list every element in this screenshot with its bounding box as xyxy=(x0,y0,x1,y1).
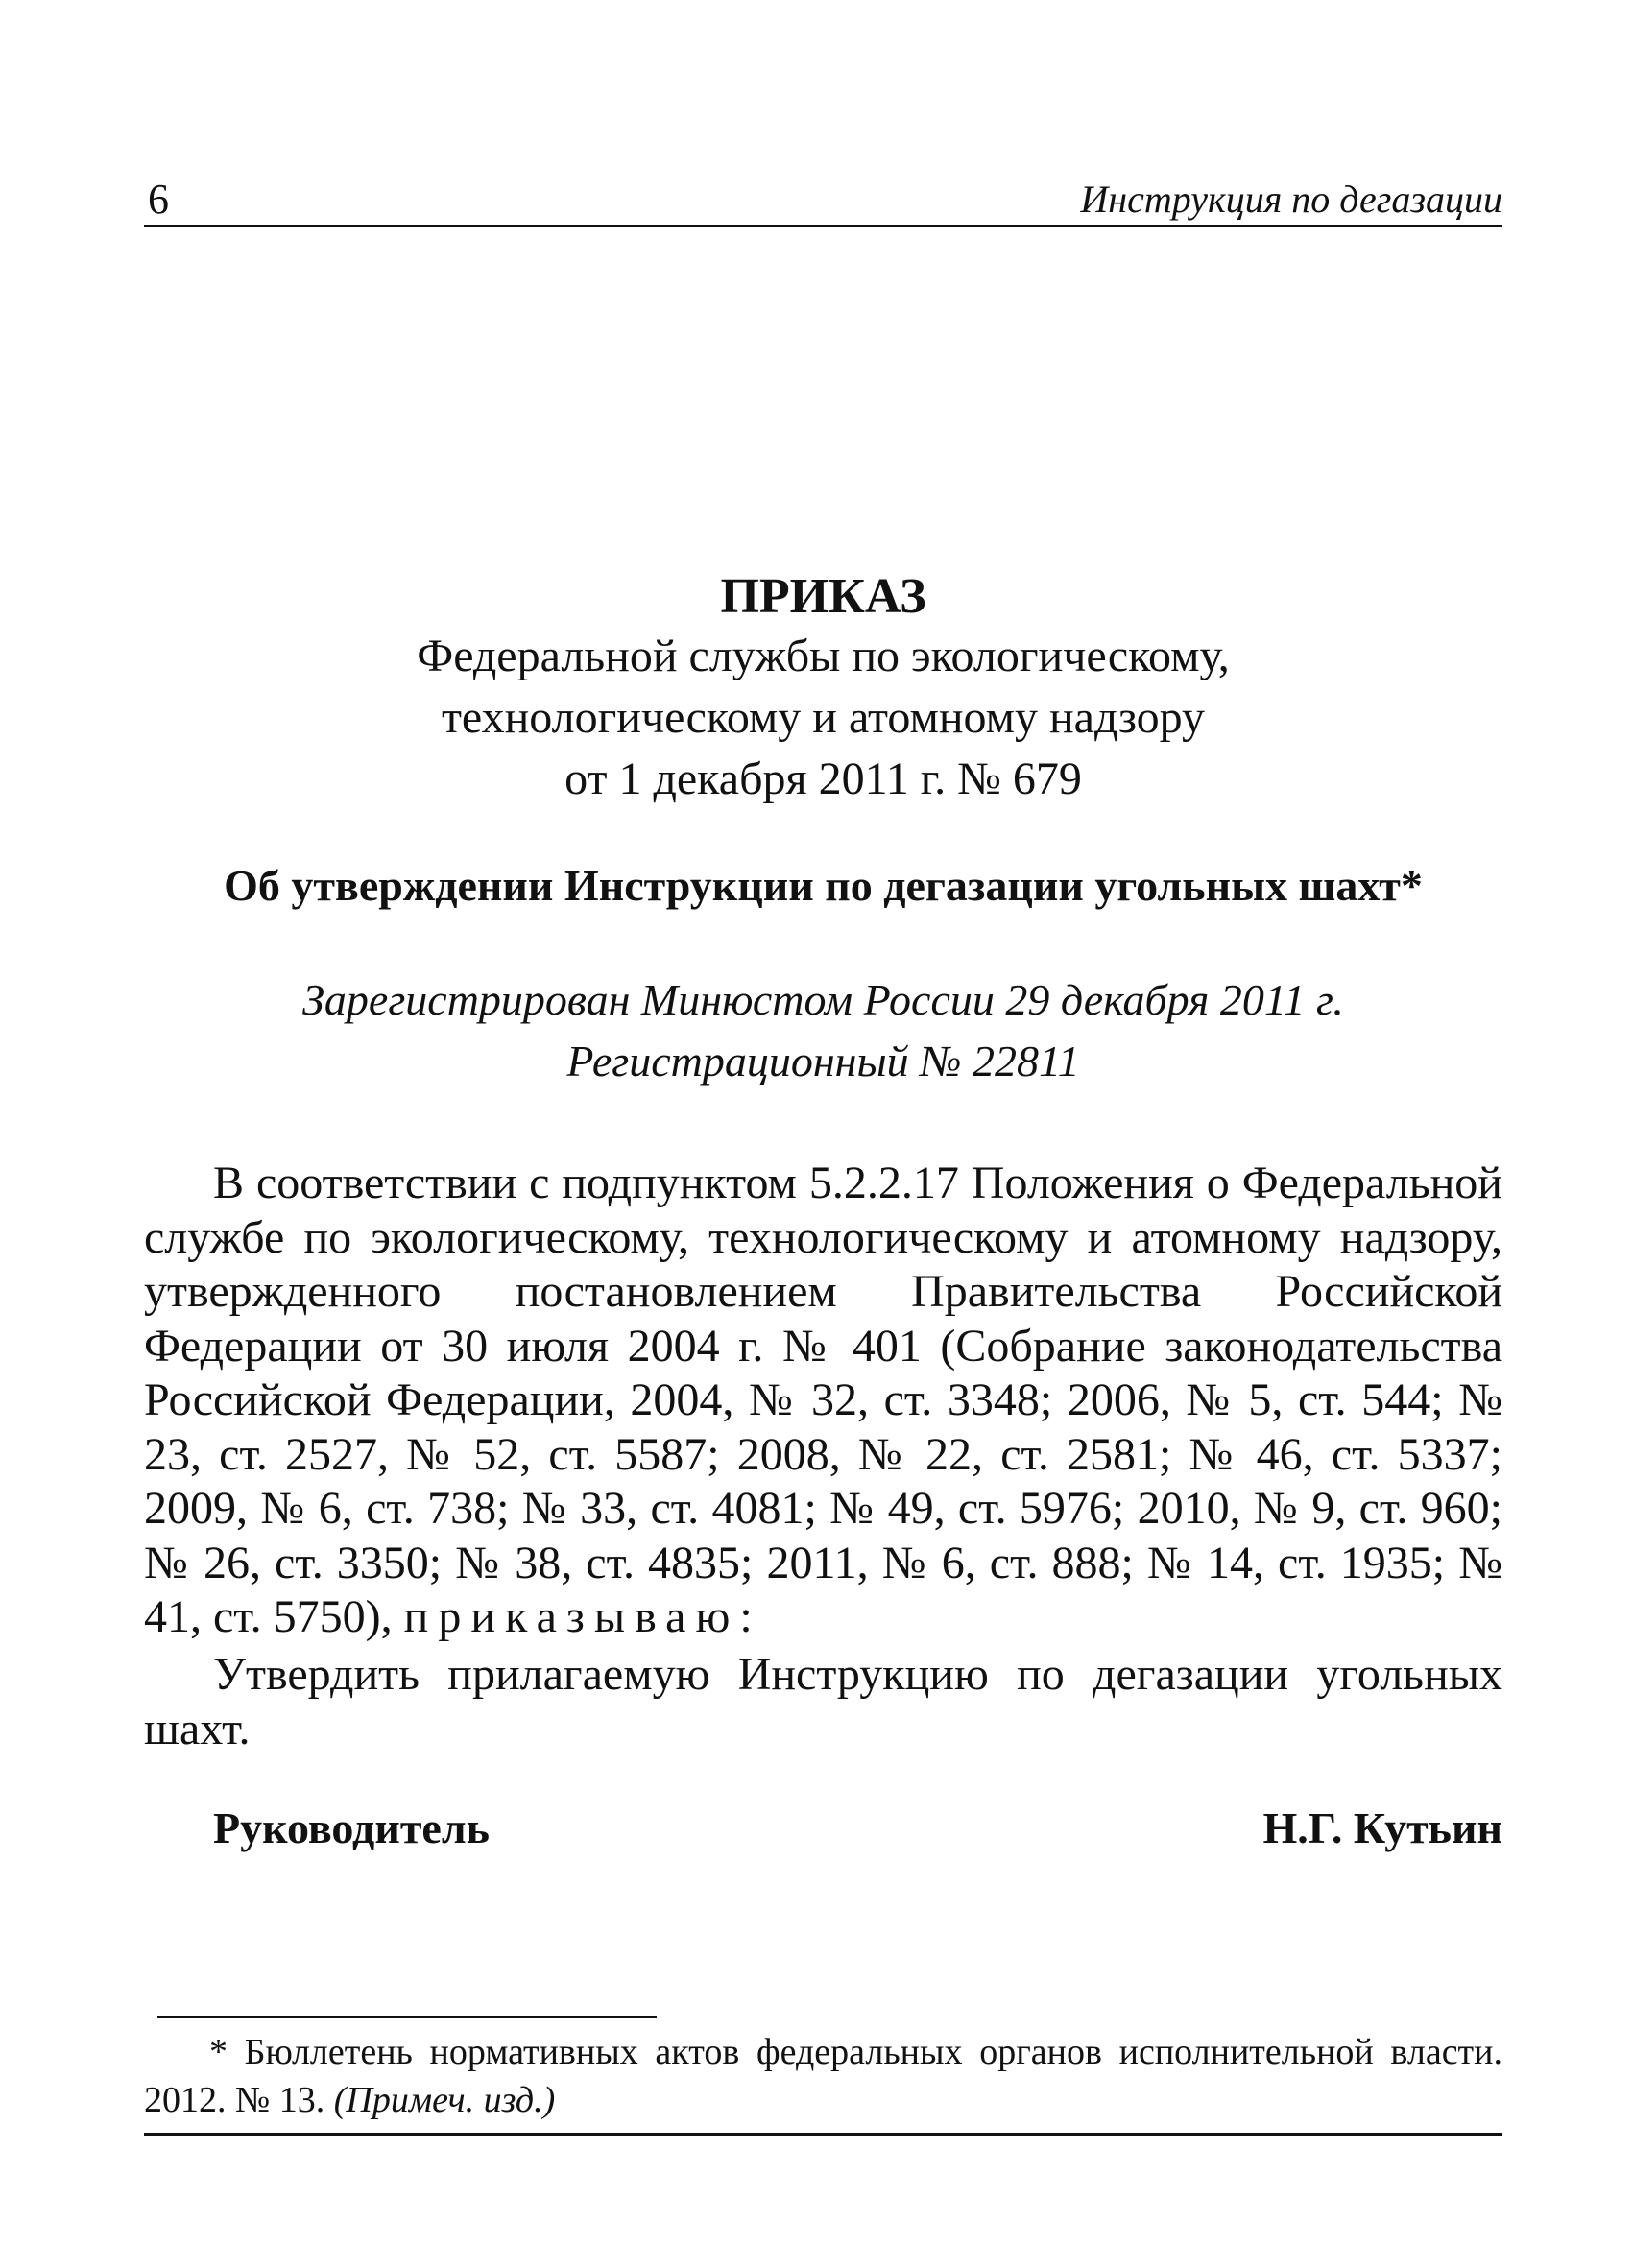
running-title: Инструкция по дегазации xyxy=(1080,178,1502,221)
bottom-divider xyxy=(144,2133,1502,2136)
order-issuer xyxy=(144,626,1502,810)
running-header xyxy=(144,163,1502,227)
registration-line: Зарегистрирован Минюстом России 29 декабря 2011 г. xyxy=(302,975,1344,1024)
order-date-number: от 1 декабря 2011 г. № 679 xyxy=(564,753,1082,804)
footnote-text: * Бюллетень нормативных актов федеральных органов исполнительной власти. 2012. № 13. xyxy=(144,2032,1502,2120)
registration-number: Регистрационный № 22811 xyxy=(566,1037,1080,1086)
issuer-line: технологическому и атомному надзору xyxy=(441,692,1206,743)
footnote-divider xyxy=(157,2016,657,2018)
registration-note xyxy=(144,969,1502,1092)
preamble-text: В соответствии с подпунктом 5.2.2.17 Положения о Федеральной службе по экологическому, технологическому и атомному надзору, утвержденного постановлением Правительства Российской Федерации от 30 июля 2004 г. № 401 (Собрание законодательства Российской Федерации, 2004, № 32, ст. 3348; 2006, № 5, ст. 544; № 23, ст. 2527, № 52, ст. 5587; 2008, № 22, ст. 2581; № 46, ст. 5337; 2009, № 6, ст. 738; № 33, ст. 4081; № 49, ст. 5976; 2010, № 9, ст. 960; № 26, ст. 3350; № 38, ст. 4835; 2011, № 6, ст. 888; № 14, ст. 1935; № 41, ст. 5750), xyxy=(144,1158,1502,1642)
order-word: приказываю: xyxy=(403,1591,762,1642)
signature-block xyxy=(213,1802,1502,1860)
preamble-paragraph xyxy=(144,1157,1502,1645)
editor-note: (Примеч. изд.) xyxy=(333,2080,556,2120)
issuer-line: Федеральной службы по экологическому, xyxy=(417,631,1230,681)
resolution-paragraph: Утвердить прилагаемую Инструкцию по дегазации угольных шахт. xyxy=(144,1649,1502,1755)
page-number: 6 xyxy=(148,176,169,223)
signatory-role: Руководитель xyxy=(213,1803,490,1852)
order-heading: ПРИКАЗ xyxy=(720,569,926,624)
document-title: Об утверждении Инструкции по дегазации угольных шахт* xyxy=(224,861,1423,910)
signatory-name: Н.Г. Кутьин xyxy=(1262,1803,1502,1852)
footnote xyxy=(144,2028,1502,2124)
